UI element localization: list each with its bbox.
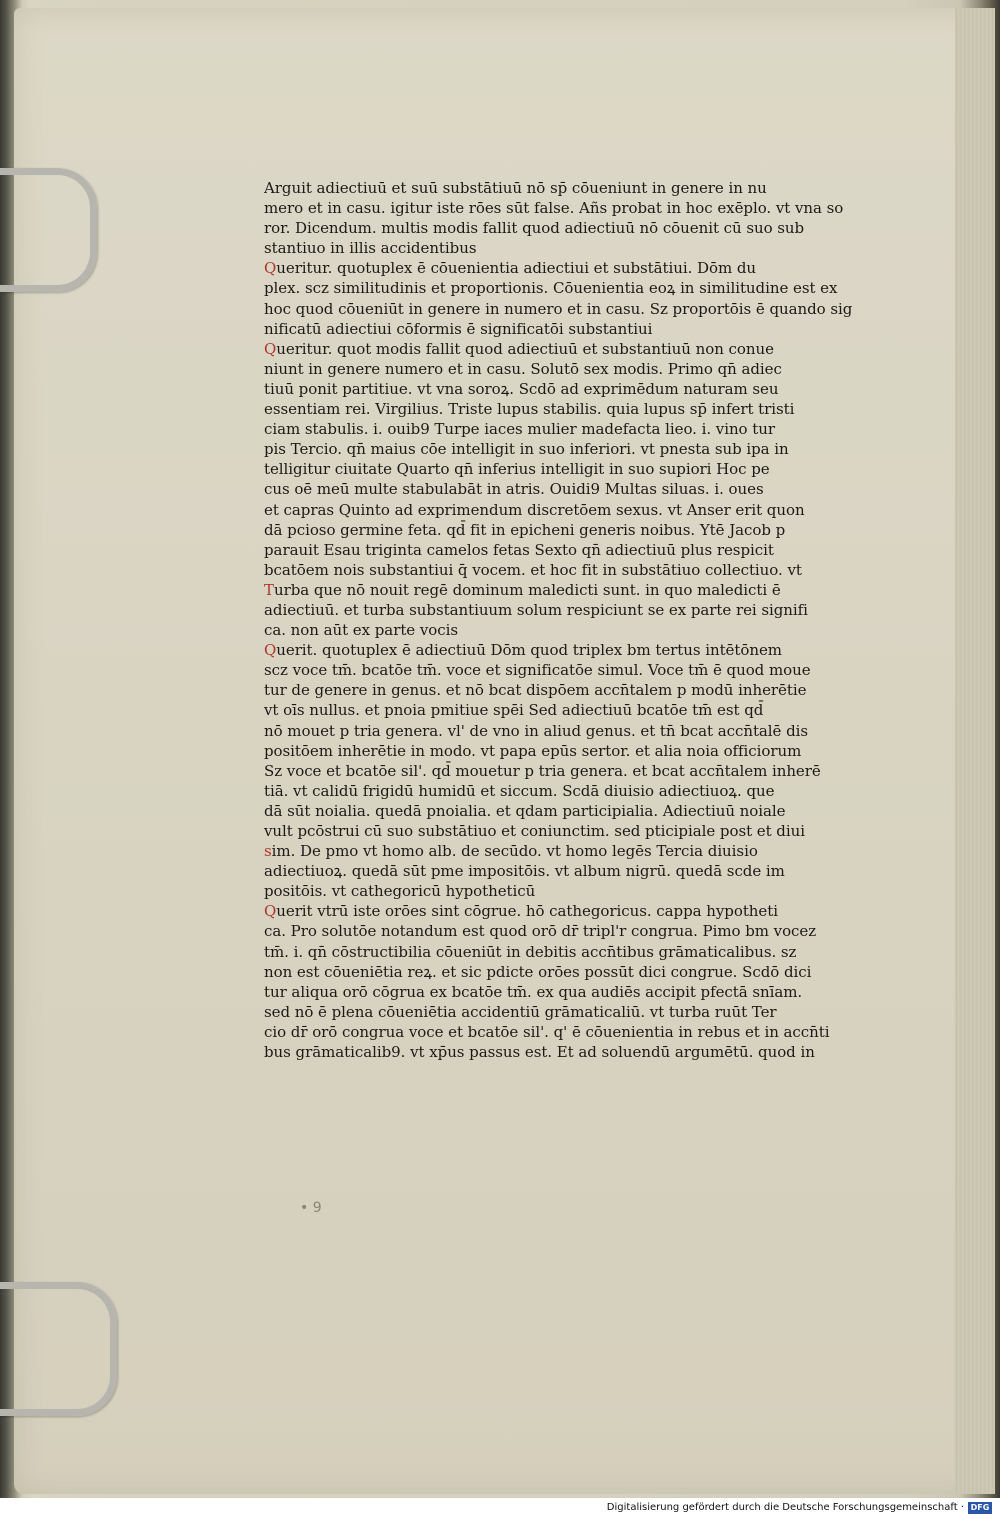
text-line: vt oīs nullus. et pnoia pmitiue spēi Sed adiectiuū bcatōe tm̄ est qd̄ — [264, 701, 764, 720]
text-line: pis Tercio. qn̄ maius cōe intelligit in suo inferiori. vt pnesta sub ipa in — [264, 440, 789, 459]
text-line: stantiuo in illis accidentibus — [264, 239, 477, 258]
text-line: telligitur ciuitate Quarto qn̄ inferius intelligit in suo supiori Hoc pe — [264, 460, 770, 479]
margin-mark: • 9 — [300, 1200, 322, 1216]
text-line: nificatū adiectiui cōformis ē significatōi substantiui — [264, 319, 653, 338]
paper-clip-bottom — [0, 1282, 117, 1416]
paper-clip-top — [0, 168, 97, 292]
dfg-logo: DFG — [968, 1502, 992, 1514]
text-line: bcatōem nois substantiui q̄ vocem. et hoc fit in substātiuo collectiuo. vt — [264, 560, 802, 579]
text-line: bus grāmaticalib9. vt xp̄us passus est. Et ad soluendū argumētū. quod in — [264, 1043, 815, 1062]
text-line: mero et in casu. igitur iste rōes sūt false. Añs probat in hoc exēplo. vt vna so — [264, 199, 844, 218]
footer-bar — [0, 1498, 1000, 1518]
text-line: nō mouet p tria genera. vl' de vno in aliud genus. et tn̄ bcat accn̄talē dis — [264, 721, 809, 740]
text-line: ror. Dicendum. multis modis fallit quod adiectiuū nō cōuenit cū suo sub — [264, 219, 805, 238]
text-line: ciam stabulis. i. ouib9 Turpe iaces mulier madefacta lieo. i. vino tur — [264, 420, 775, 439]
text-line: scz voce tm̄. bcatōe tm̄. voce et significatōe simul. Voce tm̄ ē quod moue — [264, 661, 811, 680]
text-line: dā sūt noialia. quedā pnoialia. et qdam participialia. Adiectiuū noiale — [264, 801, 786, 820]
text-line: non est cōueniētia reꝝ. et sic pdicte orōes possūt dici congrue. Scdō dici — [264, 962, 812, 981]
text-line: essentiam rei. Virgilius. Triste lupus stabilis. quia lupus sp̄ infert tristi — [264, 400, 795, 419]
text-line: niunt in genere numero et in casu. Solutō sex modis. Primo qn̄ adiec — [264, 359, 782, 378]
text-line: et capras Quinto ad exprimendum discretōem sexus. vt Anser erit quon — [264, 500, 805, 519]
text-line: positōem inherētie in modo. vt papa epūs sertor. et alia noia officiorum — [264, 741, 802, 760]
text-line: adiectiuoꝝ. quedā sūt pme impositōis. vt album nigrū. quedā scde im — [264, 862, 785, 881]
text-line: parauit Esau triginta camelos fetas Sexto qn̄ adiectiuū plus respicit — [264, 540, 774, 559]
text-line: ca. non aūt ex parte vocis — [264, 621, 458, 640]
text-line: tur aliqua orō cōgrua ex bcatōe tm̄. ex qua audiēs accipit pfectā snīam. — [264, 982, 803, 1001]
text-line: tiuū ponit partitiue. vt vna soroꝝ. Scdō ad exprimēdum naturam seu — [264, 379, 779, 398]
text-line-rubricated: Queritur. quot modis fallit quod adiectiuū et substantiuū non conue — [264, 339, 774, 358]
text-line: cio dr̄ orō congrua voce et bcatōe sil'. q' ē cōuenientia in rebus et in accn̄ti — [264, 1022, 830, 1041]
text-line: Arguit adiectiuū et suū substātiuū nō sp̄ cōueniunt in genere in nu — [264, 179, 767, 197]
text-line: tm̄. i. qn̄ cōstructibilia cōueniūt in debitis accn̄tibus grāmaticalibus. sz — [264, 942, 797, 961]
text-line: dā pcioso germine feta. qd̄ fit in epicheni generis noibus. Ytē Jacob p — [264, 520, 786, 539]
text-line: adiectiuū. et turba substantiuum solum respiciunt se ex parte rei signifi — [264, 600, 808, 619]
text-line: Sz voce et bcatōe sil'. qd̄ mouetur p tria genera. et bcat accn̄talem inherē — [264, 761, 821, 780]
text-line: cus oē meū multe stabulabāt in atris. Ouidi9 Multas siluas. i. oues — [264, 480, 764, 499]
text-line: plex. scz similitudinis et proportionis. Cōuenientia eoꝝ in similitudine est ex — [264, 279, 838, 298]
text-line-rubricated: Turba que nō nouit regē dominum maledicti sunt. in quo maledicti ē — [264, 580, 781, 599]
text-line: ca. Pro solutōe notandum est quod orō dr̄ tripl'r congrua. Pimo bm vocez — [264, 922, 817, 941]
text-line: hoc quod cōueniūt in genere in numero et in casu. Sz proportōis ē quando sig — [264, 299, 853, 318]
incunable-text-column — [264, 178, 879, 1062]
text-line: tiā. vt calidū frigidū humidū et siccum. Scdā diuisio adiectiuoꝝ. que — [264, 781, 775, 800]
text-line-rubricated: Queritur. quotuplex ē cōuenientia adiectiui et substātiui. Dōm du — [264, 259, 757, 278]
page-edges — [955, 8, 995, 1494]
text-line: positōis. vt cathegoricū hypotheticū — [264, 882, 536, 901]
text-line: sed nō ē plena cōueniētia accidentiū grāmaticaliū. vt turba ruūt Ter — [264, 1002, 777, 1021]
funding-credit: Digitalisierung gefördert durch die Deutsche Forschungsgemeinschaft · — [606, 1502, 964, 1513]
text-line: vult pcōstrui cū suo substātiuo et coniunctim. sed pticipiale post et diui — [264, 822, 805, 840]
text-line-rubricated: Querit vtrū iste orōes sint cōgrue. hō cathegoricus. cappa hypotheti — [264, 902, 778, 921]
text-line-rubricated: sim. De pmo vt homo alb. de secūdo. vt homo legēs Tercia diuisio — [264, 842, 758, 861]
text-line-rubricated: Querit. quotuplex ē adiectiuū Dōm quod triplex bm tertus intētōnem — [264, 641, 782, 660]
text-line: tur de genere in genus. et nō bcat dispōem accn̄talem p modū inherētie — [264, 681, 807, 700]
